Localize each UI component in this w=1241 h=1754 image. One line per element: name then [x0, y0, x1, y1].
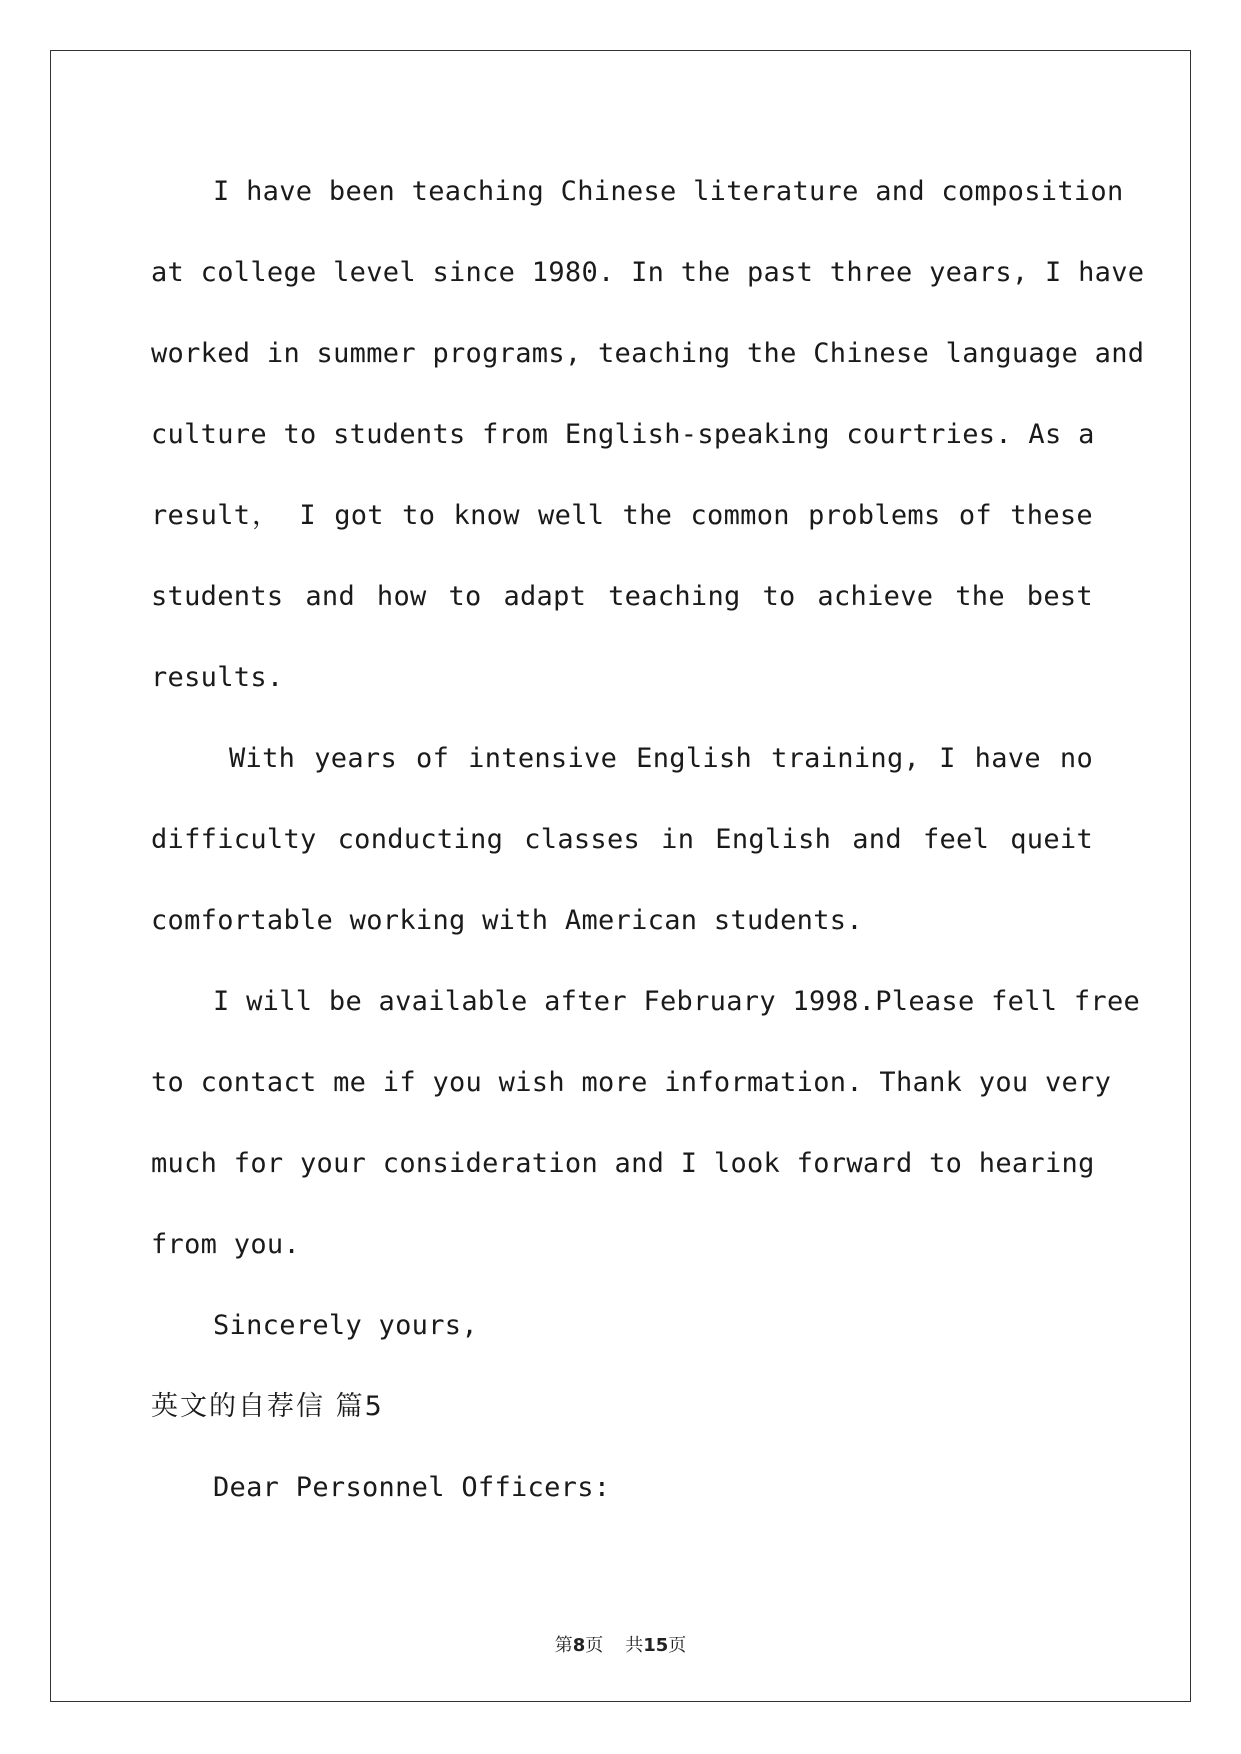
- footer-total-prefix: 共: [625, 1635, 644, 1656]
- paragraph-2-line-2: difficulty conducting classes in English and feel queit: [151, 824, 1093, 855]
- paragraph-1-line-5: result， I got to know well the common problems of these: [151, 500, 1093, 531]
- footer-total-suffix: 页: [668, 1635, 687, 1656]
- paragraph-1-line-3: worked in summer programs, teaching the Chinese language and: [151, 338, 1145, 369]
- page-border: [50, 50, 1191, 1702]
- paragraph-1-line-6: students and how to adapt teaching to achieve the best: [151, 581, 1093, 612]
- footer-page-suffix: 页: [585, 1635, 604, 1656]
- page-footer: [0, 1634, 1241, 1658]
- paragraph-1-line-2: at college level since 1980. In the past three years, I have: [151, 257, 1145, 288]
- footer-page-number: 8: [572, 1635, 586, 1656]
- paragraph-3-line-1: I will be available after February 1998.Please fell free: [213, 986, 1141, 1017]
- paragraph-3-line-2: to contact me if you wish more information. Thank you very: [151, 1067, 1112, 1098]
- paragraph-3-line-3: much for your consideration and I look forward to hearing: [151, 1148, 1095, 1179]
- paragraph-1-line-7: results.: [151, 662, 284, 693]
- section-heading: 英文的自荐信 篇5: [151, 1391, 384, 1422]
- footer-total-number: 15: [643, 1635, 669, 1656]
- paragraph-1-line-4: culture to students from English-speaking courtries. As a: [151, 419, 1095, 450]
- closing-line: Sincerely yours,: [213, 1310, 478, 1341]
- paragraph-3-line-4: from you.: [151, 1229, 300, 1260]
- paragraph-2-line-1: With years of intensive English training, I have no: [229, 743, 1093, 774]
- footer-page-prefix: 第: [554, 1635, 573, 1656]
- paragraph-1-line-1: I have been teaching Chinese literature and composition: [213, 176, 1124, 207]
- paragraph-2-line-3: comfortable working with American students.: [151, 905, 863, 936]
- salutation-line: Dear Personnel Officers:: [213, 1472, 611, 1503]
